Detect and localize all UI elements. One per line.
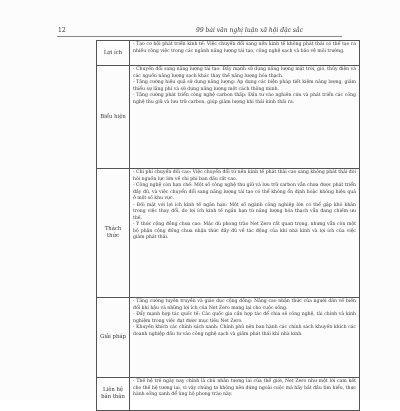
header-rule: [57, 36, 342, 37]
row-content: - Thế hệ trẻ ngày nay chính là chủ nhân tương lai của thế giới, Net Zero như một lời cam kết cho thế hệ tương lai, vì vậy chúng ta không nên đứng ngoài cuộc mà hãy bắt đầu tìm hiểu, thực hành sống xanh để ủng hộ phong trào này.: [130, 378, 360, 411]
row-content: - Tạo cơ hội phát triển kinh tế: Việc chuyển đổi sang nền kinh tế không phát thải có thể tạo ra nhiều công việc trong các ngành năng lượng tái tạo, công nghệ sạch và bảo vệ môi trường.: [130, 41, 360, 66]
row-content: - Tăng cường tuyên truyền và giáo dục cộng đồng: Nâng cao nhận thức của người dân về biến đổi khí hậu và những lợi ích của Net Zero mang lại cho cuộc sống. - Đẩy mạnh hợp tác quốc tế: Các quốc gia cần hợp tác để chia sẻ công nghệ, tài chính và kinh nghiệm trong việc đạt được mục tiêu Net Zero. - Khuyến khích các chính sách xanh: Chính phủ nên ban hành các chính sách khuyến khích các doanh nghiệp đầu tư vào công nghệ sạch và giảm phát thải khí nhà kính.: [130, 298, 360, 378]
content-table: [96, 40, 360, 411]
row-content: - Chi phí chuyển đổi cao: Việc chuyển đổi từ nền kinh tế phát thải cao sang không phát thải đòi hỏi nguồn lực lớn về chi phí ban đầu rất cao. - Công nghệ còn hạn chế: Một số công nghệ thu giữ và lưu trữ carbon vẫn chưa được phát triển đầy đủ, và việc chuyển đổi sang năng lượng tái tạo có thể không ổn định hoặc không hiệu quả ở một số khu vực. - Đối mặt với lợi ích kinh tế ngắn hạn: Một số ngành công nghiệp lớn có thể gặp khó khăn trong việc thay đổi, do lợi ích kinh tế ngắn hạn từ năng lượng hóa thạch vẫn đang chiếm ưu thế. - Ý thức cộng đồng chưa cao: Mặc dù phong trào Net Zero rất quan trọng, nhưng vẫn còn một bộ phận cộng đồng chưa nhận thức đầy đủ về tác động của khí nhà kính và lợi ích của việc giảm phát thải.: [130, 169, 360, 298]
running-header-title: 99 bài văn nghị luận xã hội đặc sắc: [196, 27, 303, 34]
row-content: - Chuyển đổi sang năng lượng tái tạo: Đẩy mạnh sử dụng năng lượng mặt trời, gió, thủy điện và các nguồn năng lượng sạch khác thay thế năng lượng hóa thạch. - Tăng cường hiệu quả sử dụng năng lượng: Áp dụng các biện pháp tiết kiệm năng lượng, giảm thiểu sự lãng phí và sử dụng năng lượng một cách thông minh. - Tăng cường phát triển công nghệ carbon thấp: Đầu tư vào nghiên cứu và phát triển các công nghệ thu giữ và lưu trữ carbon, giúp giảm lượng khí thải kính thải ra.: [130, 66, 360, 169]
row-label: Giải pháp: [97, 298, 130, 378]
table-row: [97, 298, 360, 378]
table-row: [97, 41, 360, 66]
row-label: Lợi ích: [97, 41, 130, 66]
row-label: Biểu hiện: [97, 66, 130, 169]
table-row: [97, 66, 360, 169]
page-number: 12: [58, 27, 66, 34]
table-row: [97, 169, 360, 298]
table-row: [97, 378, 360, 411]
row-label: Liên hệ bản thân: [97, 378, 130, 411]
row-label: Thách thức: [97, 169, 130, 298]
